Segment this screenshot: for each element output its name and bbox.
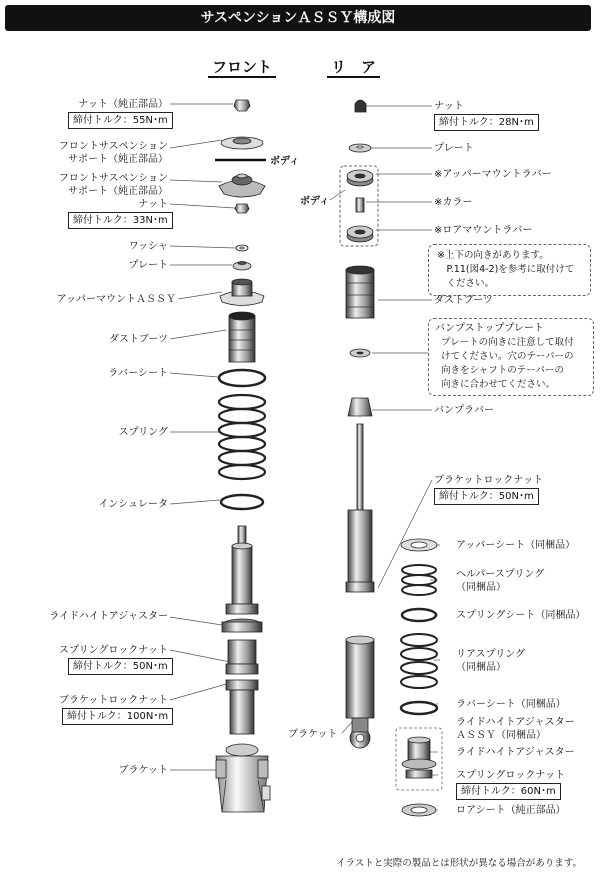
front-dust-boot-label: ダストブーツ xyxy=(109,334,168,345)
rear-upper-mount-rubber-label: ※アッパーマウントラバー xyxy=(434,169,552,180)
front-assembly xyxy=(216,100,270,812)
front-upper-mount-label: アッパーマウントＡＳＳＹ xyxy=(56,294,176,305)
front-ride-height-label: ライドハイトアジャスター xyxy=(49,611,168,622)
front-bracket-lock-torque: 締付トルク：100N･m xyxy=(62,708,173,725)
rear-rubber-seat-label: ラバーシート（同梱品） xyxy=(456,699,566,710)
rear-orientation-note: ※上下の向きがあります。 P.11(図4-2)を参考に取付けて ください。 xyxy=(428,244,591,296)
front-plate-label: プレート xyxy=(128,260,168,271)
front-spring-lock-torque: 締付トルク：50N･m xyxy=(68,658,173,675)
front-nut-label: ナット（純正部品） xyxy=(78,99,168,110)
rear-helper-spring-label: ヘルパースプリング （同梱品） xyxy=(456,569,545,593)
rear-ride-height-assy-label: ライドハイトアジャスター ＡＳＳＹ（同梱品） xyxy=(456,717,575,741)
rear-spring-seat-label: スプリングシート（同梱品） xyxy=(456,610,586,621)
front-nut-torque: 締付トルク：55N･m xyxy=(68,112,173,129)
front-support-label-1: フロントサスペンション サポート（純正部品） xyxy=(58,141,168,165)
rear-bracket-lock-label: ブラケットロックナット xyxy=(434,475,544,486)
column-front-heading: フロント xyxy=(208,58,276,78)
page-title: サスペンションＡＳＳＹ構成図 xyxy=(5,5,591,31)
rear-assembly xyxy=(346,100,442,816)
front-bracket-lock-label: ブラケットロックナット xyxy=(58,695,168,706)
rear-ride-height-label: ライドハイトアジャスター xyxy=(456,747,575,758)
rear-dust-boot-label: ダストブーツ xyxy=(434,295,493,306)
rear-lower-seat-label: ロアシート（純正部品） xyxy=(456,805,566,816)
rear-nut-torque: 締付トルク：28N･m xyxy=(434,114,539,131)
rear-bracket-lock-torque: 締付トルク：50N･m xyxy=(434,488,539,505)
front-spring-lock-label: スプリングロックナット xyxy=(59,645,168,656)
rear-bump-plate-note xyxy=(428,318,594,396)
column-rear-heading: リ ア xyxy=(327,58,380,78)
front-nut2-torque: 締付トルク：33N･m xyxy=(68,212,173,229)
front-support-label-2: フロントサスペンション サポート（純正部品） xyxy=(58,173,168,197)
rear-spring-lock-label: スプリングロックナット xyxy=(456,770,565,781)
body-label-front: ボディ xyxy=(270,156,300,167)
rear-bump-plate-text: プレートの向きに注意して取付 けてください。穴のテーパーの 向きをシャフトのテーパーの 向きに合わせてください。 xyxy=(441,337,574,390)
rear-spring-label: リアスプリング （同梱品） xyxy=(456,649,525,673)
body-label-rear: ボディ xyxy=(300,196,330,207)
rear-spring-lock-torque: 締付トルク：60N･m xyxy=(456,783,561,800)
front-spring-label: スプリング xyxy=(118,427,168,438)
leader-lines xyxy=(170,104,440,810)
rear-bump-rubber-label: バンプラバー xyxy=(434,405,494,416)
rear-collar-label: ※カラー xyxy=(434,197,473,208)
front-rubber-seat-label: ラバーシート xyxy=(108,368,168,379)
footer-disclaimer: イラストと実際の製品とは形状が異なる場合があります。 xyxy=(336,858,582,869)
rear-bump-plate-title: バンプストッププレート xyxy=(435,323,544,334)
front-bracket-label: ブラケット xyxy=(118,765,168,776)
rear-bracket-label: ブラケット xyxy=(288,729,338,740)
rear-lower-mount-rubber-label: ※ロアマウントラバー xyxy=(434,225,533,236)
front-nut2-label: ナット xyxy=(138,199,168,210)
rear-upper-seat-label: アッパーシート（同梱品） xyxy=(456,540,576,551)
front-washer-label: ワッシャ xyxy=(128,241,168,252)
front-insulator-label: インシュレータ xyxy=(98,499,168,510)
rear-plate-label: プレート xyxy=(434,143,474,154)
rear-nut-label: ナット xyxy=(434,101,464,112)
